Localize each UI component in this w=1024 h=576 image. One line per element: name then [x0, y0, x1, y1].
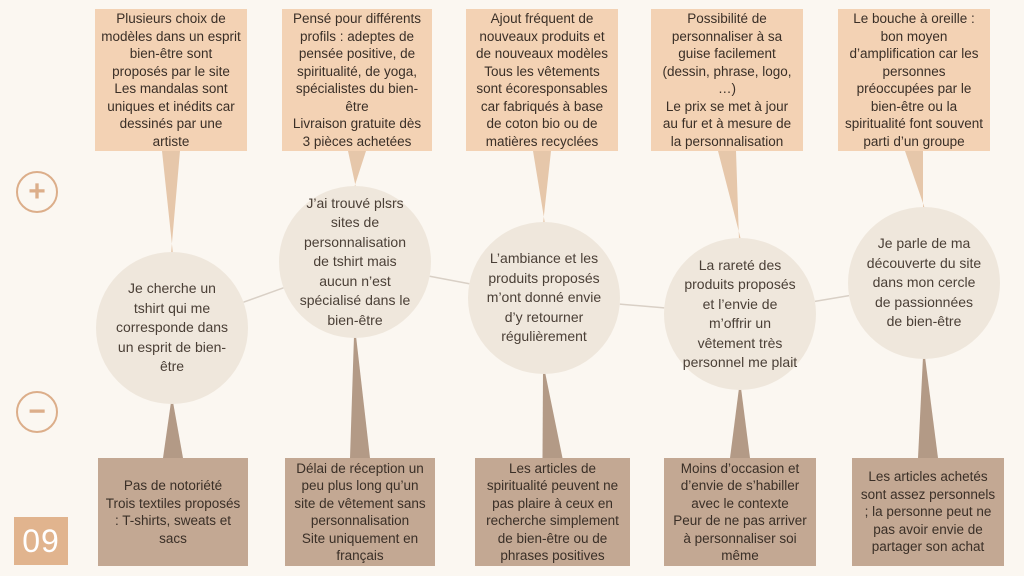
positive-box-4: Possibilité de personnaliser à sa guise facilement (dessin, phrase, logo, …) Le prix se met à jour au fur et à mesure de la personnalisation: [651, 9, 803, 151]
page-number: 09: [14, 517, 68, 565]
connector-3-4: [620, 304, 665, 308]
connector-1-2: [243, 288, 283, 302]
negative-callout-1: [163, 402, 183, 458]
connector-4-5: [815, 296, 849, 302]
journey-step-2: J’ai trouvé plsrs sites de personnalisation de tshirt mais aucun n’est spécialisé dans le bien-être: [279, 186, 431, 338]
positive-box-2: Pensé pour différents profils : adeptes de pensée positive, de spiritualité, de yoga, spécialistes du bien-être Livraison gratuite dès 3 pièces achetées: [282, 9, 432, 151]
minus-icon: −: [28, 395, 46, 428]
plus-icon: +: [28, 175, 46, 208]
positive-callout-3: [533, 151, 551, 224]
negative-box-1: Pas de notoriété Trois textiles proposés : T-shirts, sweats et sacs: [98, 458, 248, 566]
negative-marker: [16, 391, 58, 433]
positive-marker: [16, 171, 58, 213]
negative-callout-2: [350, 336, 370, 458]
negative-box-4: Moins d’occasion et d’envie de s’habiller avec le contexte Peur de ne pas arriver à personnaliser soi même: [664, 458, 816, 566]
negative-callout-3: [543, 372, 563, 458]
positive-callout-4: [718, 151, 741, 240]
negative-callout-4: [730, 388, 750, 458]
journey-step-1: Je cherche un tshirt qui me corresponde dans un esprit de bien-être: [96, 252, 248, 404]
positive-box-1: Plusieurs choix de modèles dans un esprit bien-être sont proposés par le site Les mandalas sont uniques et inédits car dessinés par une artiste: [95, 9, 247, 151]
positive-box-5: Le bouche à oreille : bon moyen d’amplification car les personnes préoccupées par le bien-être ou la spiritualité font souvent parti d’un groupe: [838, 9, 990, 151]
positive-box-3: Ajout fréquent de nouveaux produits et de nouveaux modèles Tous les vêtements sont écoresponsables car fabriqués à base de coton bio ou de matières recyclées: [466, 9, 618, 151]
negative-callout-5: [918, 357, 938, 458]
positive-callout-5: [905, 151, 925, 209]
negative-box-5: Les articles achetés sont assez personnels ; la personne peut ne pas avoir envie de partager son achat: [852, 458, 1004, 566]
connector-2-3: [430, 276, 470, 284]
negative-box-2: Délai de réception un peu plus long qu’un site de vêtement sans personnalisation Site uniquement en français: [285, 458, 435, 566]
journey-step-3: L’ambiance et les produits proposés m’ont donné envie d’y retourner régulièrement: [468, 222, 620, 374]
journey-step-5: Je parle de ma découverte du site dans mon cercle de passionnées de bien-être: [848, 207, 1000, 359]
positive-callout-2: [348, 151, 366, 188]
journey-step-4: La rareté des produits proposés et l’envie de m’offrir un vêtement très personnel me plait: [664, 238, 816, 390]
negative-box-3: Les articles de spiritualité peuvent ne pas plaire à ceux en recherche simplement de bien-être ou de phrases positives: [475, 458, 630, 566]
positive-callout-1: [162, 151, 180, 254]
